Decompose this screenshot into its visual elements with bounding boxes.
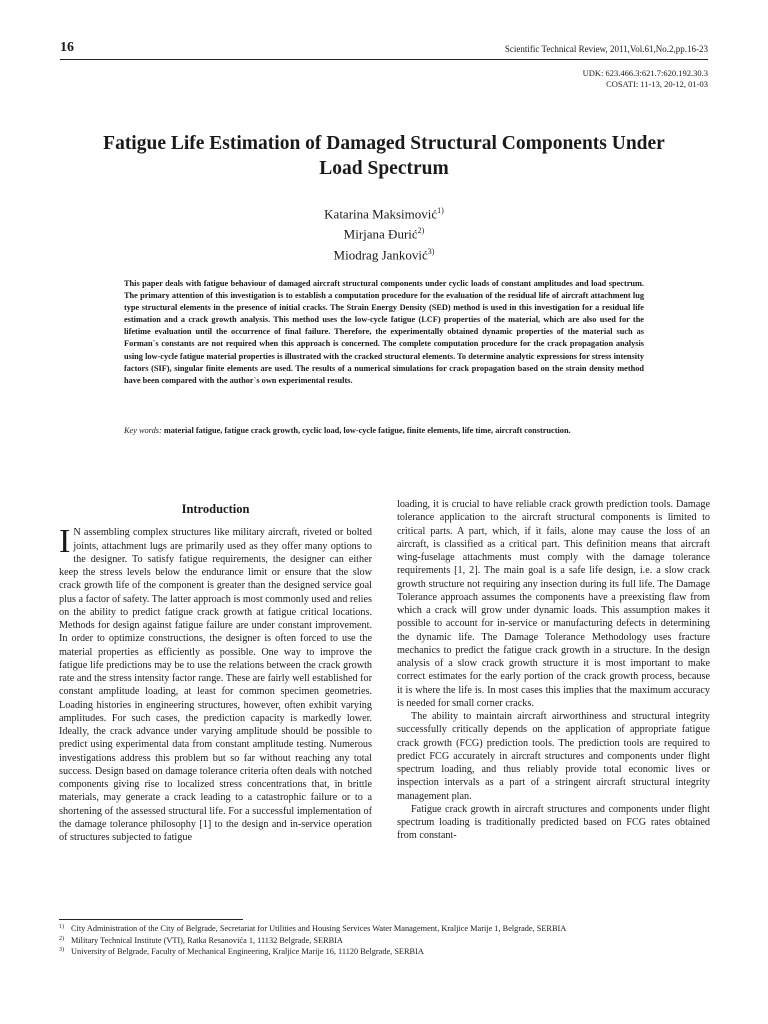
- left-column: [59, 498, 372, 844]
- section-heading-introduction: Introduction: [181, 502, 250, 516]
- affiliation-mark: 1): [437, 206, 444, 215]
- author: [0, 222, 768, 242]
- footnote-mark: 1): [59, 924, 64, 930]
- paper-title: Fatigue Life Estimation of Damaged Structural Components Under Load Spectrum: [103, 133, 665, 179]
- author-name: Katarina Maksimović: [324, 206, 438, 222]
- header-rule: [60, 59, 708, 60]
- page-header: [60, 40, 708, 60]
- affiliation-mark: 3): [427, 246, 435, 256]
- footnote: [59, 946, 709, 958]
- classification-codes: [583, 68, 708, 90]
- journal-citation: Scientific Technical Review, 2011,Vol.61,No.2,pp.16-23: [504, 44, 708, 54]
- intro-paragraph: [59, 523, 372, 844]
- keywords-label: Key words: [124, 426, 159, 435]
- body-paragraph: The ability to maintain aircraft airworthiness and structural integrity successfully critically depends on the application of appropriate fatigue crack growth (FCG) prediction tools. The prediction tools are required to predict FCG accurately in aircraft structures and components under flight spectrum loading, and thus reliably provide total economic lives or inspection intervals as a part of a stringent aircraft structural integrity management plan.: [397, 711, 710, 802]
- body-paragraph: Fatigue crack growth in aircraft structures and components under flight spectrum loading is traditionally predicted based on FCG rates obtained from constant-: [397, 803, 710, 842]
- author: [0, 202, 768, 222]
- udk-code: UDK: 623.466.3:621.7:620.192.30.3: [582, 68, 708, 78]
- right-column: [397, 498, 710, 843]
- footnote: [59, 923, 709, 935]
- author: [0, 243, 768, 263]
- keywords-text: material fatigue, fatigue crack growth, cyclic load, low-cycle fatigue, finite elements, life time, aircraft construction.: [163, 426, 571, 435]
- author-list: [0, 202, 768, 263]
- keywords: Key words: material fatigue, fatigue crack growth, cyclic load, low-cycle fatigue, finite elements, life time, aircraft construction.: [124, 426, 571, 435]
- drop-cap: I: [59, 523, 71, 561]
- abstract: This paper deals with fatigue behaviour of damaged aircraft structural components under cyclic loads of constant amplitudes and load spectrum. The primary attention of this investigation is to establish a computation procedure for the evaluation of the residual life of aircraft attachment lug type structural elements in the presence of initial cracks. The Strain Energy Density (SED) method is used in this investigation for a residual life estimation and a crack growth analysis. This method uses the low-cycle fatigue (LCF) properties of the material, which are also used for the lifetime evaluation until the occurrence of final failure. Therefore, the experimentally obtained dynamic properties of the material such as Forman`s constants are not required when this approach is concerned. The complete computation procedure for the crack propagation analysis using low-cycle fatigue material properties is illustrated with the cracked structural elements. To determine analytic expressions for stress intensity factors (SIF), singular finite elements are used. The results of a numerical simulations for crack propagation based on the strain density method have been compared with the author`s own experimental results.: [124, 279, 644, 385]
- affiliation-mark: 2): [417, 226, 425, 236]
- cosati-code: COSATI: 11-13, 20-12, 01-03: [606, 79, 708, 89]
- footnote-text: City Administration of the City of Belgrade, Secretariat for Utilities and Housing Services Water Management, Kraljice Marije 1, Belgrade, SERBIA: [71, 924, 567, 933]
- footnotes: [59, 923, 709, 958]
- footnote-mark: 3): [59, 947, 64, 953]
- footnote-mark: 2): [59, 935, 64, 942]
- intro-text: N assembling complex structures like military aircraft, riveted or bolted joints, attachment lugs are primarily used as they offer many options to the designer. To satisfy fatigue requirements, the designer can either keep the stress levels below the endurance limit or ensure that the slow crack growth life of the component is greater than the designed service goal plus a factor of safety. The latter approach is most commonly used and relies on the ability to predict fatigue crack growth at fatigue critical locations. Methods for design against fatigue failure are under constant improvement. In order to optimize constructions, the designer is often forced to use the material properties as efficiently as possible. One way to improve the fatigue life predictions may be to use the relations between the crack growth rate and the stress intensity factor range. These are fairly well established for constant amplitude loading, at least for common specimen geometries. Loading histories in engineering structures, however, often exhibit varying amplitudes. For such cases, the prediction capacity is markedly lower. Ideally, the crack advance under varying amplitude should be possible to predict using experimental data from constant amplitude testing. Numerous investigations address this problem but so far without reaching any total success. Design based on damage tolerance criteria often deals with notched components giving rise to localized stress concentrations that, in brittle materials, may generate a crack leading to a catastrophic failure or to a shortening of the assessed structural life. For a successful implementation of the damage tolerance philosophy [1] to the design and in-service operation of structures subjected to fatigue: [59, 527, 372, 843]
- page-number: 16: [60, 40, 74, 55]
- author-name: Mirjana Đurić: [343, 226, 418, 242]
- author-name: Miodrag Janković: [333, 246, 428, 262]
- footnote: [59, 935, 709, 947]
- footnote-text: Military Technical Institute (VTI), Ratka Resanovića 1, 11132 Belgrade, SERBIA: [71, 935, 343, 945]
- body-paragraph: loading, it is crucial to have reliable crack growth prediction tools. Damage tolerance application to the aircraft structural components is limited to critical parts. A part, which, if it fails, alone may cause the loss of an aircraft, is classified as a critical part. This definition means that aircraft wing-fuselage attachments must comply with the damage tolerance requirements [1, 2]. The main goal is a safe life design, i.e. a slow crack growth structure not requiring any insection during its full life. The Damage Tolerance approach assumes the components have a preexisting flaw from which a crack will grow under dynamic loads. This assumption makes it possible to account for in-service or manufacturing defects in determining the dynamic life. The Damage Tolerance Methodology uses fracture mechanics to predict the fatigue crack growth in a structure. In the design analysis of a slow crack growth structure it is most important to make correct estimates for the early portion of the crack growth process, because it is where the life is. In most cases this implies that the maximum accuracy is needed for small corner cracks.: [397, 499, 710, 709]
- footnote-rule: [59, 919, 243, 920]
- footnote-text: University of Belgrade, Faculty of Mechanical Engineering, Kraljice Marije 16, 11120 Belgrade, SERBIA: [71, 947, 424, 956]
